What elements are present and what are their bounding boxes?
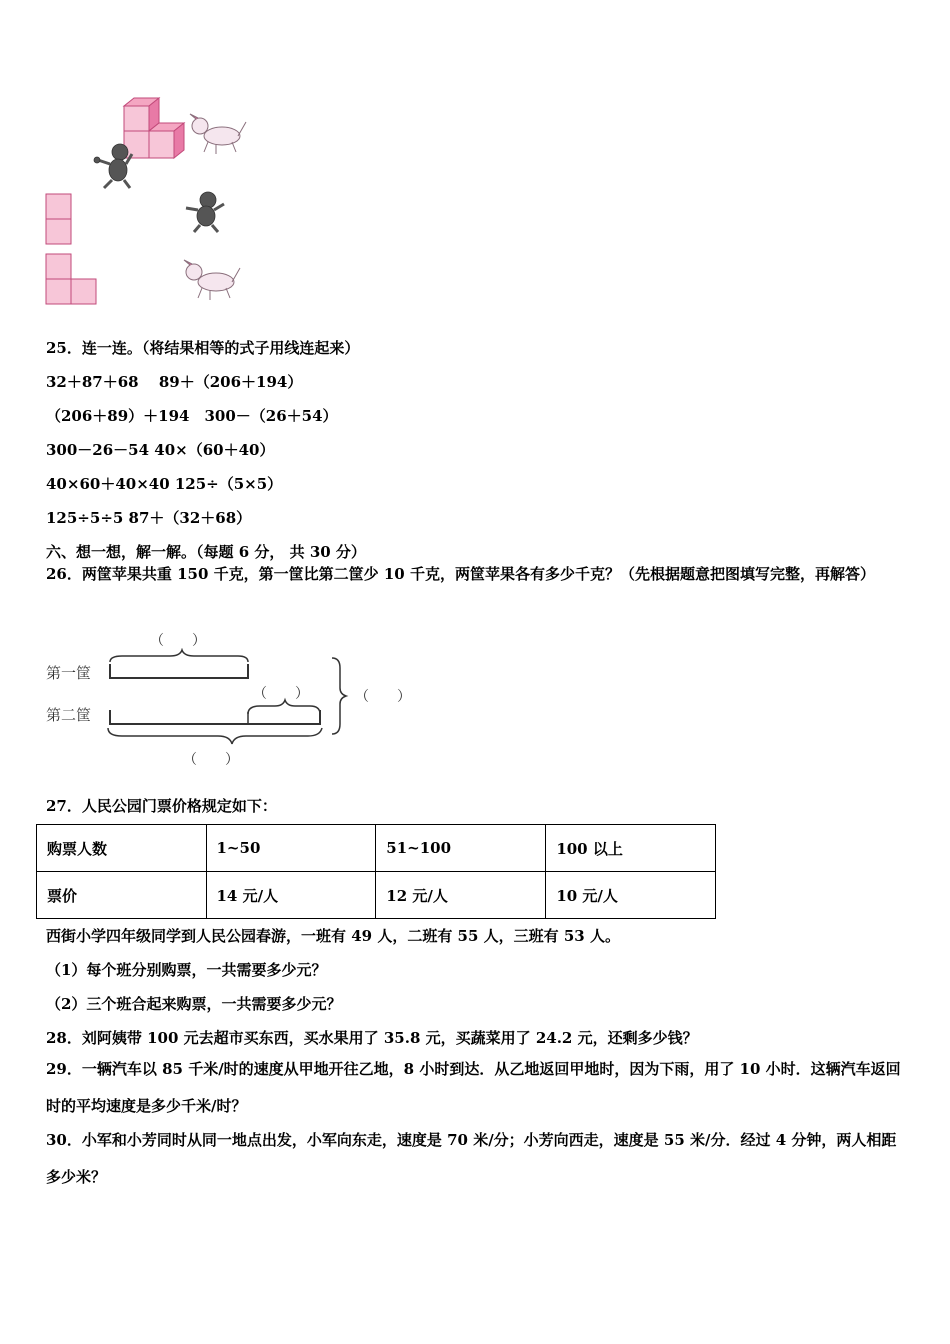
monkey-icon xyxy=(186,192,224,232)
second-basket-segment xyxy=(110,710,320,724)
q27-sub-2: （2）三个班合起来购票，一共需要多少元？ xyxy=(46,995,342,1013)
blank-second-amount: （ ） xyxy=(183,752,239,768)
q25-row-5: 125÷5÷5 87＋（32＋68） xyxy=(46,509,252,527)
q30-text: 30．小军和小芳同时从同一地点出发，小军向东走，速度是 70 米/分；小芳向西走，速度是 55 米/分．经过 4 分钟，两人相距多少米？ xyxy=(46,1131,897,1186)
q26-text: 26．两筐苹果共重 150 千克，第一筐比第二筐少 10 千克，两筐苹果各有多少千克？（先根据题意把图填写完整，再解答） xyxy=(46,565,875,583)
table-cell: 14 元/人 xyxy=(206,872,376,919)
q29-text: 29．一辆汽车以 85 千米/时的速度从甲地开往乙地，8 小时到达．从乙地返回甲地时，因为下雨，用了 10 小时．这辆汽车返回时的平均速度是多少千米/时？ xyxy=(46,1060,901,1115)
label-second-basket: 第二筐 xyxy=(46,706,92,724)
second-basket-brace xyxy=(108,728,322,744)
q25-row-2: （206＋89）＋194 300－（26＋54） xyxy=(46,407,338,425)
table-cell: 100 以上 xyxy=(546,825,716,872)
table-cell: 51~100 xyxy=(376,825,546,872)
blank-first-amount: （ ） xyxy=(150,633,206,649)
front-view-2-stack xyxy=(46,194,71,244)
ticket-price-table xyxy=(36,824,716,919)
table-cell: 票价 xyxy=(37,872,207,919)
monkey-icon xyxy=(94,144,132,188)
table-cell: 12 元/人 xyxy=(376,872,546,919)
cube-observation-figure xyxy=(40,92,270,312)
table-cell: 购票人数 xyxy=(37,825,207,872)
first-basket-brace xyxy=(110,650,248,662)
table-cell: 10 元/人 xyxy=(546,872,716,919)
q25-row-4: 40×60＋40×40 125÷（5×5） xyxy=(46,475,283,493)
label-first-basket: 第一筐 xyxy=(46,664,92,682)
difference-brace xyxy=(248,700,320,714)
blank-difference: （ ） xyxy=(253,686,309,702)
q25-row-3: 300－26－54 40×（60＋40） xyxy=(46,441,275,459)
q27-sub-1: （1）每个班分别购票，一共需要多少元？ xyxy=(46,961,327,979)
table-cell: 1~50 xyxy=(206,825,376,872)
first-basket-segment xyxy=(110,664,248,678)
dog-icon xyxy=(190,114,246,154)
section-6-title: 六、想一想，解一解。（每题 6 分， 共 30 分） xyxy=(46,543,366,561)
total-brace xyxy=(332,658,346,734)
side-view-l-shape xyxy=(46,254,96,304)
cube-group-3d xyxy=(124,98,184,158)
q28-text: 28．刘阿姨带 100 元去超市买东西，买水果用了 35.8 元，买蔬菜用了 24.2 元，还剩多少钱？ xyxy=(46,1029,698,1047)
dog-icon xyxy=(184,260,240,300)
segment-diagram xyxy=(100,648,360,748)
blank-total: （ ） xyxy=(355,689,411,705)
q25-title: 25．连一连。（将结果相等的式子用线连起来） xyxy=(46,339,360,357)
table-row xyxy=(37,825,716,872)
table-row xyxy=(37,872,716,919)
q27-title: 27．人民公园门票价格规定如下： xyxy=(46,797,277,815)
q27-text: 西街小学四年级同学到人民公园春游，一班有 49 人，二班有 55 人，三班有 53 人。 xyxy=(46,927,620,945)
q25-row-1: 32＋87＋68 89＋（206＋194） xyxy=(46,373,303,391)
